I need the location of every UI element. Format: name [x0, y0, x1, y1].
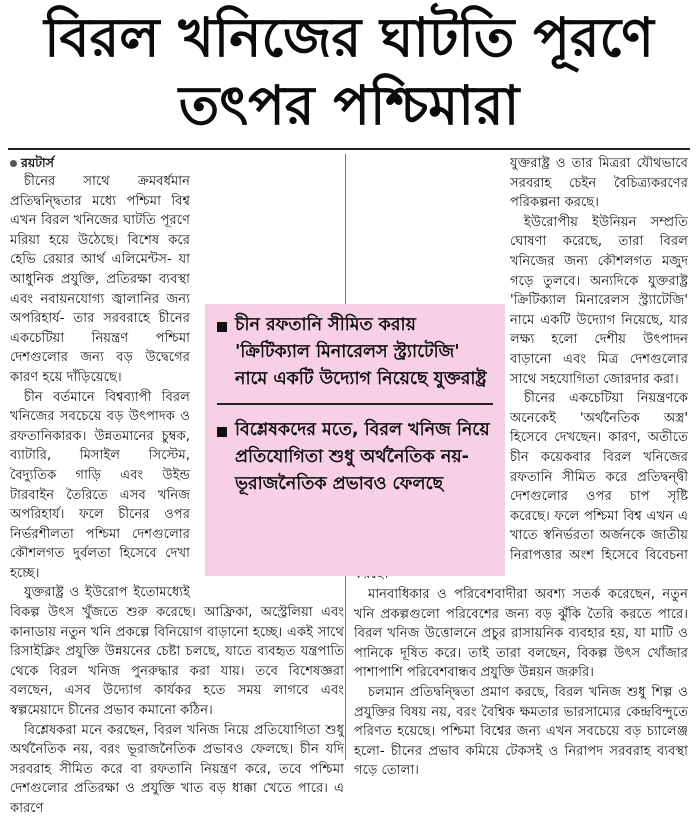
square-bullet-icon	[217, 427, 227, 437]
headline: বিরল খনিজের ঘাটতি পূরণে তৎপর পশ্চিমারা	[44, 6, 654, 137]
paragraph: যুক্তরাষ্ট্র ও তার মিত্ররা যৌথভাবে সরবরাহ চেইন বৈচিত্র্যকরণের পরিকল্পনা করছে।	[510, 156, 688, 211]
pullquote-box	[205, 304, 505, 576]
pullquote-divider	[217, 403, 493, 405]
paragraph: চলমান প্রতিদ্বন্দ্বিতা প্রমাণ করছে, বিরল খনিজ শুধু শিল্প ও প্রযুক্তির বিষয় নয়, বরং বৈশ্বিক ক্ষমতার ভারসাম্যের কেন্দ্রবিন্দুতে পরিণত হয়েছে। পশ্চিমা বিশ্বের জন্য এখন সবচেয়ে বড় চ্যালেঞ্জ হলো- চীনের প্রভাব কমিয়ে টেকসই ও নিরাপদ সরবরাহ ব্যবস্থা গড়ে তোলা।	[354, 685, 688, 779]
paragraph: ইউরোপীয় ইউনিয়ন সম্প্রতি ঘোষণা করেছে, তারা বিরল খনিজের জন্য কৌশলগত মজুদ গড়ে তুলবে। অন্যদিকে যুক্তরাষ্ট্র 'ক্রিটিক্যাল মিনারেলস স্ট্র্যাটেজি' নামে একটি উদ্যোগ নিয়েছে, যার লক্ষ্য হলো দেশীয় উৎপাদন বাড়ানো এবং মিত্র দেশগুলোর সাথে সহযোগিতা জোরদার করা।	[510, 214, 688, 387]
paragraph: যুক্তরাষ্ট্র ও ইউরোপ ইতোমধ্যেই বিকল্প উৎস খুঁজতে শুরু করেছে। আফ্রিকা, অস্ট্রেলিয়া এবং কানাডায় নতুন খনি প্রকল্পে বিনিয়োগ বাড়ানো হচ্ছে। একই সাথে রিসাইক্লিং প্রযুক্তি উন্নয়নের চেষ্টা চলছে, যাতে ব্যবহৃত যন্ত্রপাতি থেকে বিরল খনিজ পুনরুদ্ধার করা যায়। তবে বিশেষজ্ঞরা বলছেন, এসব উদ্যোগ কার্যকর হতে সময় লাগবে এবং স্বল্পমেয়াদে চীনের প্রভাব কমানো কঠিন।	[10, 585, 344, 719]
pullquote-item	[217, 312, 493, 393]
pullquote-text: চীন রফতানি সীমিত করায় 'ক্রিটিক্যাল মিনারেলস স্ট্র্যাটেজি' নামে একটি উদ্যোগ নিয়েছে যুক্তরাষ্ট্র	[235, 315, 487, 389]
square-bullet-icon	[217, 322, 227, 332]
paragraph: চীন বর্তমানে বিশ্বব্যাপী বিরল খনিজের সবচেয়ে বড় উৎপাদক ও রফতানিকারক। উন্নতমানের চুম্বক, ব্যাটারি, মিসাইল সিস্টেম, বৈদ্যুতিক গাড়ি এবং উইন্ড টারবাইন তৈরিতে এসব খনিজ অপরিহার্য। ফলে চীনের ওপর নির্ভরশীলতা পশ্চিমা দেশগুলোর কৌশলগত দুর্বলতা হিসেবে দেখা হচ্ছে।	[10, 389, 190, 581]
pullquote-item	[217, 417, 493, 498]
paragraph: বিশ্লেষকরা মনে করছেন, বিরল খনিজ নিয়ে প্রতিযোগিতা শুধু অর্থনৈতিক নয়, বরং ভূরাজনৈতিক প্রভাবও ফেলছে। চীন যদি সরবরাহ সীমিত করে বা রফতানি নিয়ন্ত্রণ করে, তবে পশ্চিমা দেশগুলোর প্রতিরক্ষা ও প্রযুক্তি খাত বড় ধাক্কা খেতে পারে। এ কারণে	[10, 722, 344, 816]
byline: রয়টার্স	[10, 154, 344, 172]
paragraph: চীনের সাথে ক্রমবর্ধমান প্রতিদ্বন্দ্বিতার মধ্যে পশ্চিমা বিশ্ব এখন বিরল খনিজের ঘাটতি পূরণে মরিয়া হয়ে উঠেছে। বিশেষ করে হেভি রেয়ার আর্থ এলিমেন্টস- যা আধুনিক প্রযুক্তি, প্রতিরক্ষা ব্যবস্থা এবং নবায়নযোগ্য জ্বালানির জন্য অপরিহার্য- তার সরবরাহে চীনের একচেটিয়া নিয়ন্ত্রণ পশ্চিমা দেশগুলোর জন্য বড় উদ্বেগের কারণ হয়ে দাঁড়িয়েছে।	[10, 174, 190, 385]
paragraph: মানবাধিকার ও পরিবেশবাদীরা অবশ্য সতর্ক করেছেন, নতুন খনি প্রকল্পগুলো পরিবেশের জন্য বড় ঝুঁকি তৈরি করতে পারে। বিরল খনিজ উত্তোলনে প্রচুর রাসায়নিক ব্যবহার হয়, যা মাটি ও পানিকে দূষিত করে। তাই তারা বলছেন, বিকল্প উৎস খোঁজার পাশাপাশি পরিবেশবান্ধব প্রযুক্তি উন্নয়ন জরুরি।	[354, 587, 688, 681]
bullet-icon	[10, 160, 17, 167]
paragraph: চীনের একচেটিয়া নিয়ন্ত্রণকে অনেকেই 'অর্থনৈতিক অস্ত্র' হিসেবে দেখছেন। কারণ, অতীতে চীন কয়েকবার বিরল খনিজের রফতানি সীমিত করে প্রতিদ্বন্দ্বী দেশগুলোর ওপর চাপ সৃষ্টি করেছে। ফলে পশ্চিমা বিশ্ব এখন এ খাতে স্বনির্ভরতা অর্জনকে জাতীয় নিরাপত্তার অংশ হিসেবে বিবেচনা	[510, 391, 688, 563]
pullquote-text: বিশ্লেষকদের মতে, বিরল খনিজ নিয়ে প্রতিযোগিতা শুধু অর্থনৈতিক নয়- ভূরাজনৈতিক প্রভাবও ফেলছে	[235, 420, 490, 494]
headline-divider	[8, 148, 690, 150]
